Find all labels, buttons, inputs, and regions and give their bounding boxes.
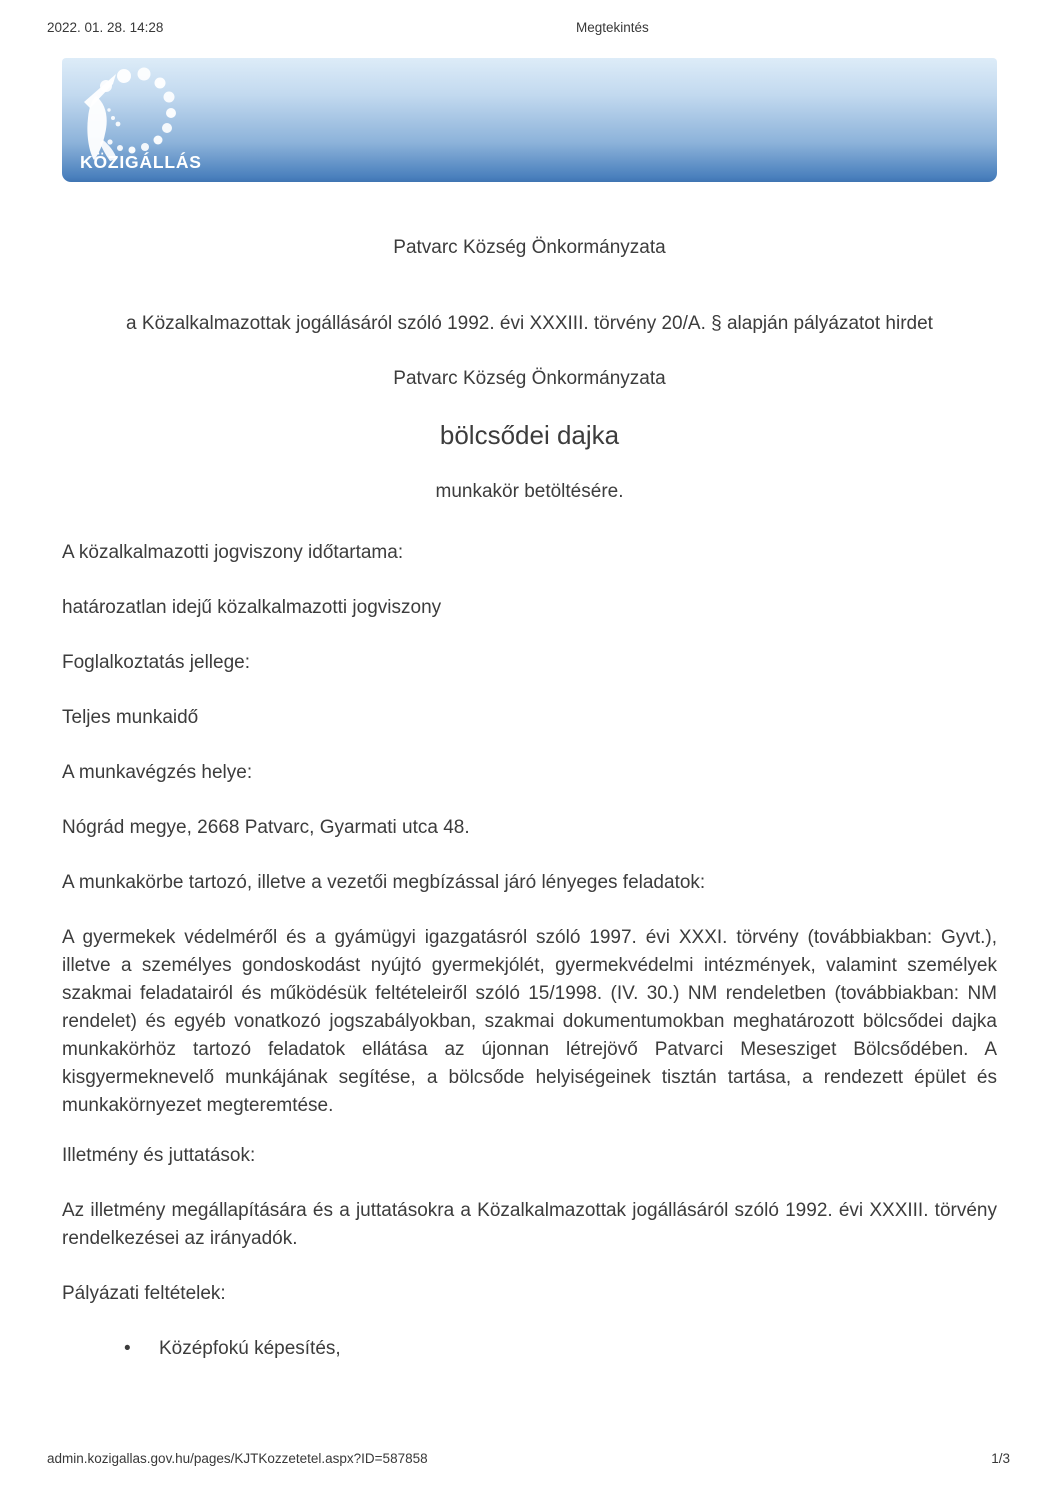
section-body-foglalkoztatas: Teljes munkaidő — [62, 707, 199, 728]
section-heading-feladatok: A munkakörbe tartozó, illetve a vezetői megbízással járó lényeges feladatok: — [62, 872, 706, 893]
section-body-jogviszony: határozatlan idejű közalkalmazotti jogviszony — [62, 597, 442, 618]
kozigallas-logo-text: KÖZIGÁLLÁS — [80, 152, 202, 172]
requirements-list — [62, 1335, 997, 1363]
section-heading-palyazati-feltetelek: Pályázati feltételek: — [62, 1283, 226, 1304]
print-header-datetime: 2022. 01. 28. 14:28 — [47, 20, 164, 35]
organization-name-repeat: Patvarc Község Önkormányzata — [393, 368, 666, 389]
position-title: bölcsődei dajka — [439, 420, 620, 450]
section-heading-illetmeny: Illetmény és juttatások: — [62, 1145, 256, 1166]
position-suffix: munkakör betöltésére. — [435, 481, 624, 502]
section-heading-jogviszony: A közalkalmazotti jogviszony időtartama: — [62, 542, 404, 563]
legal-intro-text: a Közalkalmazottak jogállásáról szóló 1992. évi XXXIII. törvény 20/A. § alapján pályázatot hirdet — [126, 313, 933, 334]
requirement-item: • Középfokú képesítés, — [124, 1335, 997, 1363]
print-header-title: Megtekintés — [576, 20, 649, 35]
section-heading-foglalkoztatas: Foglalkoztatás jellege: — [62, 652, 250, 673]
section-body-munkavegzes-helye: Nógrád megye, 2668 Patvarc, Gyarmati utca 48. — [62, 817, 470, 838]
job-posting-document — [62, 182, 997, 1363]
organization-name: Patvarc Község Önkormányzata — [393, 237, 666, 258]
section-body-feladatok: A gyermekek védelméről és a gyámügyi igazgatásról szóló 1997. évi XXXI. törvény (továbbiakban: Gyvt.), illetve a személyes gondoskodást nyújtó gyermekjólét, gyermekvédelmi intézmények, valamint személyek szakmai feladatairól és működésük feltételeiről szóló 15/1998. (IV. 30.) NM rendeletben (továbbiakban: NM rendelet) és egyéb vonatkozó jogszabályokban, szakmai dokumentumokban meghatározott bölcsődei dajka munkakörhöz tartozó feladatok ellátása az újonnan létrejövő Patvarci Mesesziget Bölcsődében. A kisgyermeknevelő munkájának segítése, a bölcsőde helyiségeinek tisztán tartása, a rendezett épület és munkakörnyezet megteremtése. — [62, 927, 997, 1116]
section-heading-munkavegzes-helye: A munkavégzés helye: — [62, 762, 253, 783]
section-body-illetmeny: Az illetmény megállapítására és a juttatásokra a Közalkalmazottak jogállásáról szóló 1992. évi XXXIII. törvény rendelkezései az irányadók. — [62, 1200, 997, 1249]
print-footer-page-indicator: 1/3 — [991, 1451, 1010, 1466]
print-footer-url: admin.kozigallas.gov.hu/pages/KJTKozzetetel.aspx?ID=587858 — [47, 1451, 428, 1466]
kozigallas-banner — [62, 58, 997, 182]
